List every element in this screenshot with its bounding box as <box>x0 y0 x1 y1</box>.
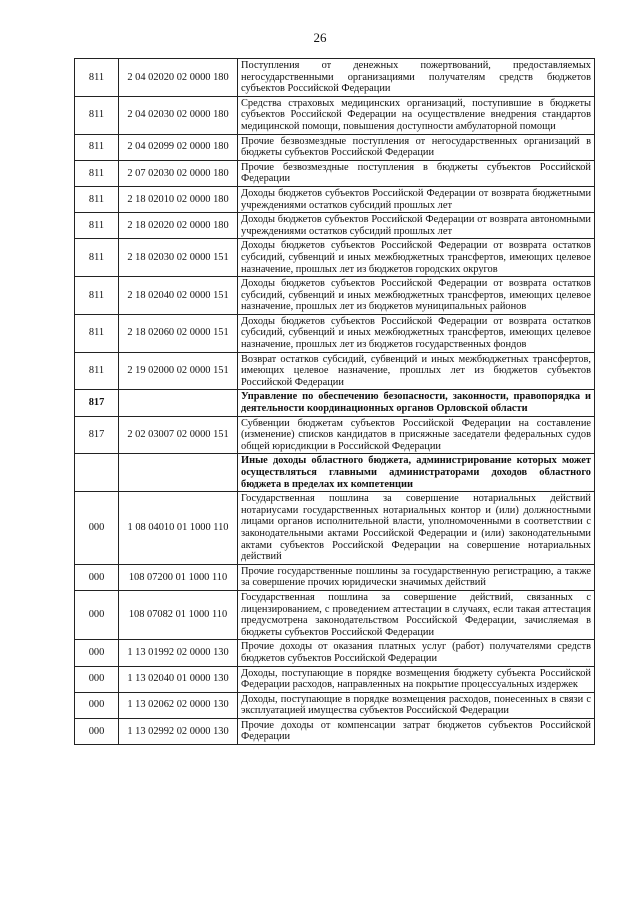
description-cell: Средства страховых медицинских организаций, поступившие в бюджеты субъектов Российской Федерации на осуществление внедрения стандартов медицинской помощи, повышения доступности амбулаторной помощи <box>238 96 595 134</box>
budget-code-cell: 1 13 02992 02 0000 130 <box>119 718 238 744</box>
table-row <box>75 213 595 239</box>
description-cell: Доходы бюджетов субъектов Российской Федерации от возврата остатков субсидий, субвенций и иных межбюджетных трансфертов, имеющих целевое назначение, прошлых лет из бюджетов городских округов <box>238 239 595 277</box>
description-cell: Прочие государственные пошлины за государственную регистрацию, а также за совершение прочих юридически значимых действий <box>238 564 595 590</box>
table-row <box>75 492 595 565</box>
admin-code-cell: 817 <box>75 390 119 416</box>
budget-code-cell: 1 13 02040 01 0000 130 <box>119 666 238 692</box>
table-row <box>75 59 595 97</box>
table-row <box>75 666 595 692</box>
table-row <box>75 564 595 590</box>
description-cell: Доходы бюджетов субъектов Российской Федерации от возврата бюджетными учреждениями остатков субсидий прошлых лет <box>238 186 595 212</box>
description-cell: Субвенции бюджетам субъектов Российской Федерации на составление (изменение) списков кандидатов в присяжные заседатели федеральных судов общей юрисдикции в Российской Федерации <box>238 416 595 454</box>
table-row <box>75 186 595 212</box>
admin-code-cell: 811 <box>75 314 119 352</box>
admin-code-cell: 811 <box>75 96 119 134</box>
table-row <box>75 640 595 666</box>
admin-code-cell <box>75 454 119 492</box>
admin-code-cell: 811 <box>75 134 119 160</box>
budget-code-cell: 1 13 02062 02 0000 130 <box>119 692 238 718</box>
page-number: 26 <box>313 30 327 45</box>
admin-code-cell: 817 <box>75 416 119 454</box>
admin-code-cell: 000 <box>75 692 119 718</box>
description-cell: Доходы бюджетов субъектов Российской Федерации от возврата остатков субсидий, субвенций и иных межбюджетных трансфертов, имеющих целевое назначение, прошлых лет из бюджетов муниципальных районов <box>238 277 595 315</box>
budget-code-cell: 108 07082 01 1000 110 <box>119 590 238 639</box>
table-body <box>75 59 595 745</box>
revenue-codes-table <box>74 58 595 745</box>
table-row <box>75 692 595 718</box>
description-cell: Государственная пошлина за совершение нотариальных действий нотариусами государственных нотариальных контор и (или) должностными лицами органов исполнительной власти, уполномоченными в соответствии с законодательными актами Российской Федерации и (или) законодательными актами субъектов Российской Федерации на совершение нотариальных действий <box>238 492 595 565</box>
admin-code-cell: 811 <box>75 213 119 239</box>
table-row <box>75 134 595 160</box>
budget-code-cell: 2 18 02060 02 0000 151 <box>119 314 238 352</box>
admin-code-cell: 000 <box>75 590 119 639</box>
description-cell: Прочие безвозмездные поступления в бюджеты субъектов Российской Федерации <box>238 160 595 186</box>
budget-code-cell: 2 18 02020 02 0000 180 <box>119 213 238 239</box>
budget-code-cell <box>119 390 238 416</box>
budget-code-cell: 2 18 02030 02 0000 151 <box>119 239 238 277</box>
table-row <box>75 590 595 639</box>
admin-code-cell: 811 <box>75 277 119 315</box>
budget-code-cell: 2 04 02030 02 0000 180 <box>119 96 238 134</box>
budget-code-cell: 2 19 02000 02 0000 151 <box>119 352 238 390</box>
admin-code-cell: 811 <box>75 160 119 186</box>
description-cell: Доходы, поступающие в порядке возмещения расходов, понесенных в связи с эксплуатацией имущества субъектов Российской Федерации <box>238 692 595 718</box>
description-cell: Доходы бюджетов субъектов Российской Федерации от возврата автономными учреждениями остатков субсидий прошлых лет <box>238 213 595 239</box>
description-cell: Поступления от денежных пожертвований, предоставляемых негосударственными организациями получателям средств бюджетов субъектов Российской Федерации <box>238 59 595 97</box>
admin-code-cell: 811 <box>75 186 119 212</box>
admin-code-cell: 000 <box>75 640 119 666</box>
description-cell: Прочие безвозмездные поступления от негосударственных организаций в бюджеты субъектов Российской Федерации <box>238 134 595 160</box>
table-row <box>75 160 595 186</box>
table-row <box>75 390 595 416</box>
budget-code-cell: 1 08 04010 01 1000 110 <box>119 492 238 565</box>
description-cell: Прочие доходы от оказания платных услуг (работ) получателями средств бюджетов субъектов Российской Федерации <box>238 640 595 666</box>
budget-code-cell <box>119 454 238 492</box>
table-row <box>75 277 595 315</box>
budget-code-cell: 2 02 03007 02 0000 151 <box>119 416 238 454</box>
admin-code-cell: 811 <box>75 352 119 390</box>
budget-code-cell: 2 18 02010 02 0000 180 <box>119 186 238 212</box>
description-cell: Управление по обеспечению безопасности, законности, правопорядка и деятельности координационных органов Орловской области <box>238 390 595 416</box>
table-row <box>75 718 595 744</box>
admin-code-cell: 811 <box>75 239 119 277</box>
budget-code-cell: 2 07 02030 02 0000 180 <box>119 160 238 186</box>
description-cell: Доходы, поступающие в порядке возмещения бюджету субъекта Российской Федерации расходов, направленных на покрытие процессуальных издержек <box>238 666 595 692</box>
budget-code-cell: 1 13 01992 02 0000 130 <box>119 640 238 666</box>
admin-code-cell: 811 <box>75 59 119 97</box>
description-cell: Доходы бюджетов субъектов Российской Федерации от возврата остатков субсидий, субвенций и иных межбюджетных трансфертов, имеющих целевое назначение, прошлых лет из бюджетов государственных фондов <box>238 314 595 352</box>
admin-code-cell: 000 <box>75 718 119 744</box>
table-row <box>75 454 595 492</box>
table-row <box>75 96 595 134</box>
admin-code-cell: 000 <box>75 492 119 565</box>
table-row <box>75 239 595 277</box>
description-cell: Прочие доходы от компенсации затрат бюджетов субъектов Российской Федерации <box>238 718 595 744</box>
budget-code-cell: 2 04 02099 02 0000 180 <box>119 134 238 160</box>
description-cell: Государственная пошлина за совершение действий, связанных с лицензированием, с проведением аттестации в случаях, если такая аттестация предусмотрена законодательством Российской Федерации, зачисляемая в бюджеты субъектов Российской Федерации <box>238 590 595 639</box>
admin-code-cell: 000 <box>75 666 119 692</box>
admin-code-cell: 000 <box>75 564 119 590</box>
table-row <box>75 416 595 454</box>
table-row <box>75 314 595 352</box>
table-row <box>75 352 595 390</box>
description-cell: Иные доходы областного бюджета, администрирование которых может осуществляться главными администраторами доходов областного бюджета в пределах их компетенции <box>238 454 595 492</box>
description-cell: Возврат остатков субсидий, субвенций и иных межбюджетных трансфертов, имеющих целевое назначение, прошлых лет из бюджетов субъектов Российской Федерации <box>238 352 595 390</box>
budget-code-cell: 2 04 02020 02 0000 180 <box>119 59 238 97</box>
budget-code-cell: 108 07200 01 1000 110 <box>119 564 238 590</box>
budget-code-cell: 2 18 02040 02 0000 151 <box>119 277 238 315</box>
